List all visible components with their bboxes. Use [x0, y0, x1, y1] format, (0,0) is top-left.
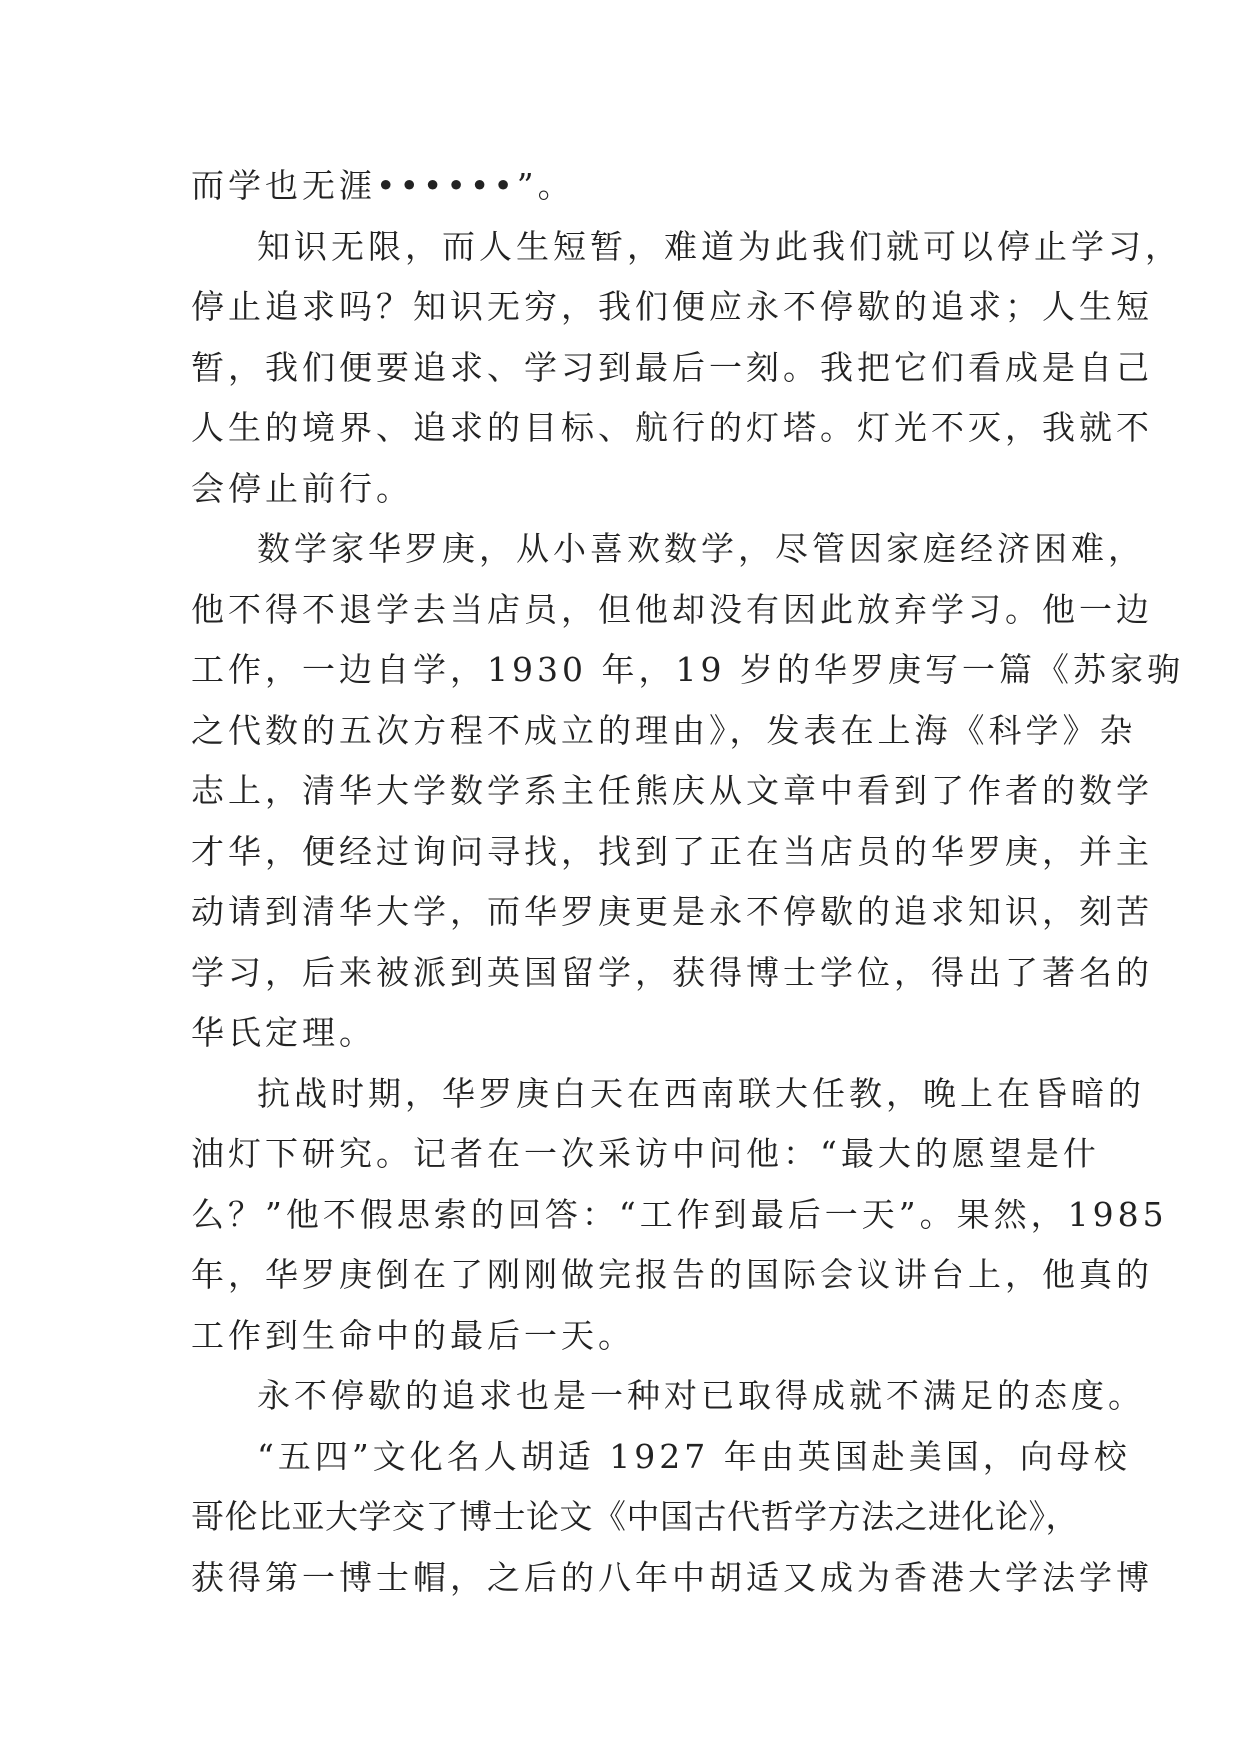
text-line: 会停止前行。 [191, 468, 413, 508]
text-line: “五四”文化名人胡适 1927 年由英国赴美国，向母校 [257, 1436, 1131, 1476]
text-line: 数学家华罗庚，从小喜欢数学，尽管因家庭经济困难， [257, 529, 1145, 568]
text-line: 华氏定理。 [191, 1013, 376, 1052]
text-line: 之代数的五次方程不成立的理由》，发表在上海《科学》杂 [191, 710, 1137, 750]
text-line: 知识无限，而人生短暂，难道为此我们就可以停止学习， [257, 226, 1182, 266]
text-line: 油灯下研究。记者在一次采访中问他：“最大的愿望是什 [191, 1134, 1100, 1173]
text-line: 永不停歇的追求也是一种对已取得成就不满足的态度。 [257, 1376, 1145, 1415]
text-line: 暂，我们便要追求、学习到最后一刻。我把它们看成是自己 [191, 347, 1153, 387]
text-line: 他不得不退学去当店员，但他却没有因此放弃学习。他一边 [191, 589, 1153, 629]
text-line: 哥伦比亚大学交了博士论文《中国古代哲学方法之进化论》， [191, 1497, 1079, 1536]
text-line: 才华，便经过询问寻找，找到了正在当店员的华罗庚，并主 [191, 831, 1153, 871]
text-line: 工作，一边自学，1930 年，19 岁的华罗庚写一篇《苏家驹 [191, 650, 1184, 689]
text-line: 学习，后来被派到英国留学，获得博士学位，得出了著名的 [191, 952, 1153, 992]
text-line: 停止追求吗？知识无穷，我们便应永不停歇的追求；人生短 [191, 287, 1153, 326]
text-line: 人生的境界、追求的目标、航行的灯塔。灯光不灭，我就不 [191, 408, 1153, 447]
text-line: 而学也无涯••••••”。 [191, 166, 575, 205]
text-line: 工作到生命中的最后一天。 [191, 1315, 635, 1355]
body-text [191, 156, 1184, 1608]
text-line: 获得第一博士帽，之后的八年中胡适又成为香港大学法学博 [191, 1557, 1153, 1597]
text-line: 抗战时期，华罗庚白天在西南联大任教，晚上在昏暗的 [257, 1073, 1145, 1113]
text-line: 志上，清华大学数学系主任熊庆从文章中看到了作者的数学 [191, 771, 1153, 810]
text-line: 动请到清华大学，而华罗庚更是永不停歇的追求知识，刻苦 [191, 892, 1153, 931]
text-line: 年，华罗庚倒在了刚刚做完报告的国际会议讲台上，他真的 [191, 1255, 1153, 1294]
text-line: 么？”他不假思索的回答：“工作到最后一天”。果然，1985 [191, 1194, 1168, 1234]
